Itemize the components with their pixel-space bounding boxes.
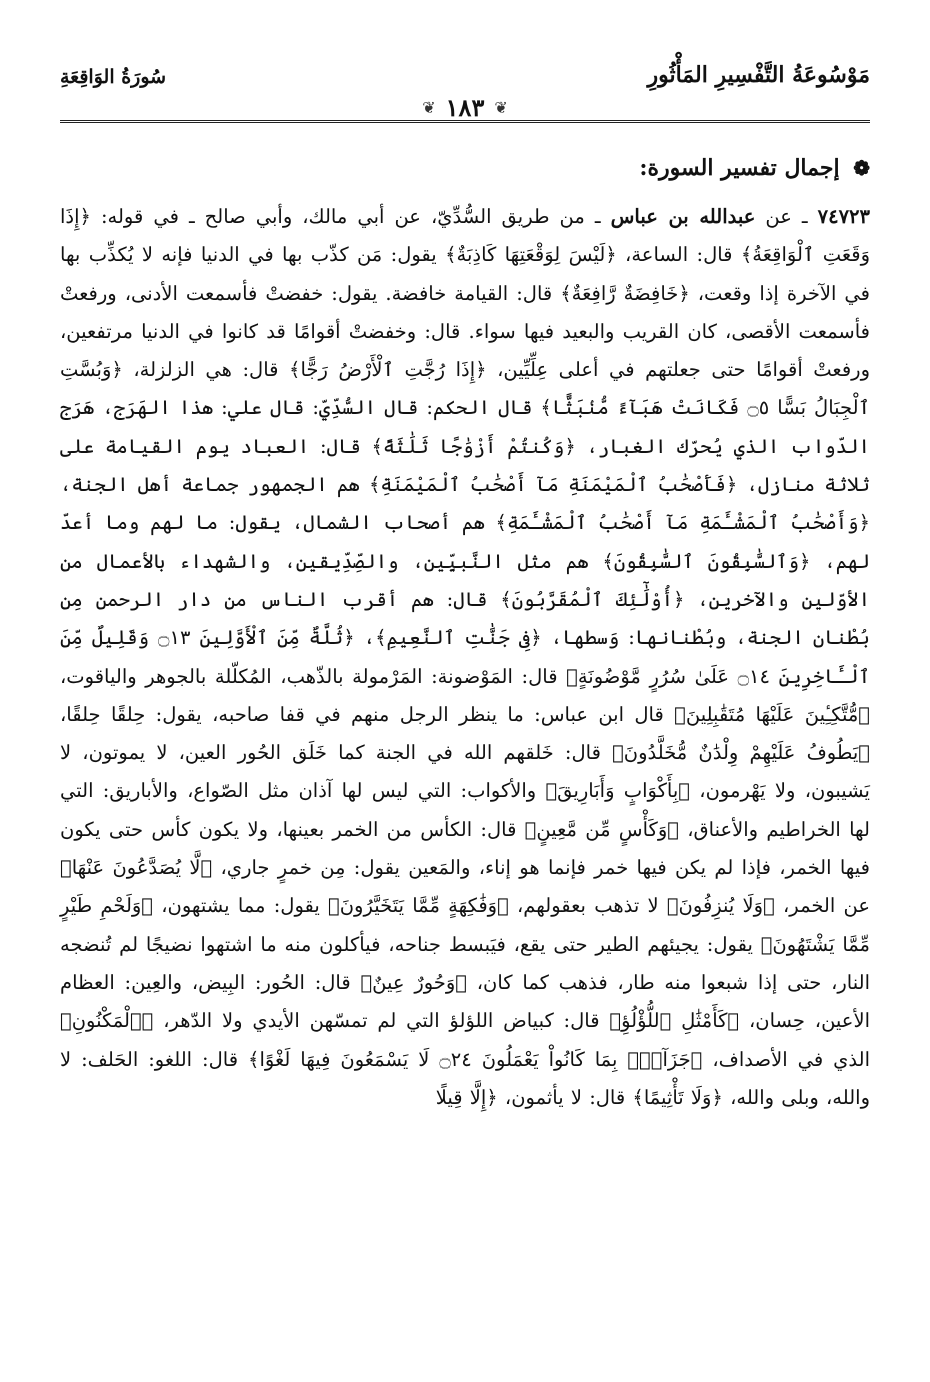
ornament-icon: ❦ [422, 97, 436, 117]
header-divider [60, 120, 870, 123]
section-heading-text: إجمال تفسير السورة: [639, 155, 840, 181]
surah-title: سُورَةُ الوَاقِعَةِ [60, 66, 167, 88]
narrator-name: عبدالله بن عباس [610, 205, 756, 228]
page-number-block [60, 92, 870, 122]
hadith-intro: ـ عن [755, 205, 818, 228]
hadith-entry [60, 198, 870, 1117]
hadith-number: ٧٤٧٢٣ [817, 205, 871, 228]
page-header [60, 62, 870, 122]
section-heading [60, 150, 870, 186]
flower-icon: ❁ [853, 156, 870, 180]
ornament-icon: ❦ [494, 97, 508, 117]
page-number: ١٨٣ [445, 92, 485, 122]
hadith-text: ـ من طريق السُّدِّيّ، عن أبي مالك، وأبي صالح ـ في قوله: ﴿إِذَا وَقَعَتِ ٱلْوَاقِعَةُ﴾ قال: الساعة، ﴿لَيْسَ لِوَقْعَتِهَا كَاذِبَةٌ﴾ يقول: مَن كذّب بها في الدنيا فإنه لا يُكذِّب بها في الآخرة إذا وقعت، ﴿خَافِضَةٌ رَّافِعَةٌ﴾ قال: القيامة خافضة. يقول: خفضتْ فأسمعت الأدنى، ورفعتْ فأسمعت الأقصى، كان القريب والبعيد فيها سواء. قال: وخفضتْ أقوامًا قد كانوا في الدنيا مرتفعين، ورفعتْ أقوامًا حتى جعلتهم في أعلى عِلِّيِّين، ﴿إِذَا رُجَّتِ ٱلْأَرْضُ رَجًّا﴾ قال: هي الزلزلة، ﴿وَبُسَّتِ ٱلْجِبَالُ بَسًّا ۝٥ فَكَانَتْ هَبَآءً مُّنۢبَثًّا﴾ قال الحكم: قال السُّدِّيّ: قال علي: هذا الهَرَج، هَرَج الدّواب الذي يُحرّك الغبار، ﴿وَكُنتُمْ أَزْوَٰجًا ثَلَٰثَةً﴾ قال: العباد يوم القيامة على ثلاثة منازل، ﴿فَأَصْحَٰبُ ٱلْمَيْمَنَةِ مَآ أَصْحَٰبُ ٱلْمَيْمَنَةِ﴾ هم الجمهور جماعة أهل الجنة، ﴿وَأَصْحَٰبُ ٱلْمَشْـَٔمَةِ مَآ أَصْحَٰبُ ٱلْمَشْـَٔمَةِ﴾ هم أصحاب الشمال، يقول: ما لهم وما أعدّ لهم، ﴿وَٱلسَّٰبِقُونَ ٱلسَّٰبِقُونَ﴾ هم مثل النَّبيِّين، والصِّدِّيقين، والشهداء بالأعمال من الأوّلين والآخرين، ﴿أُوْلَٰٓئِكَ ٱلْمُقَرَّبُونَ﴾ قال: هم أقرب الناس من دار الرحمن مِن بُطْنان الجنة، وبُطْنانها: وَسطها، ﴿فِى جَنَّٰتِ ٱلنَّعِيمِ﴾، ﴿ثُلَّةٌ مِّنَ ٱلْأَوَّلِينَ ۝١٣ وَقَلِيلٌ مِّنَ ٱلْـَٔاخِرِينَ ۝١٤ عَلَىٰ سُرُرٍ مَّوْضُونَةٍ﴾ قال: المَوْضونة: المَرْمولة بالذّهب، المُكلّلة بالجوهر والياقوت، ﴿مُّتَّكِـِٔينَ عَلَيْهَا مُتَقَٰبِلِينَ﴾ قال ابن عباس: ما ينظر الرجل منهم في قفا صاحبه، يقول: حِلقًا حِلقًا، ﴿يَطُوفُ عَلَيْهِمْ وِلْدَٰنٌ مُّخَلَّدُونَ﴾ قال: خَلقهم الله في الجنة كما خَلَق الحُور العين، لا يموتون، لا يَشيبون، ولا يَهْرمون، ﴿بِأَكْوَابٍ وَأَبَارِيقَ﴾ والأكواب: التي ليس لها آذان مثل الصّواع، والأباريق: التي لها الخراطيم والأعناق، ﴿وَكَأْسٍ مِّن مَّعِينٍ﴾ قال: الكأس من الخمر بعينها، ولا يكون كأس حتى يكون فيها الخمر، فإذا لم يكن فيها خمر فإنما هو إناء، والمَعين يقول: مِن خمرٍ جاري، ﴿لَّا يُصَدَّعُونَ عَنْهَا﴾ عن الخمر، ﴿وَلَا يُنزِفُونَ﴾ لا تذهب بعقولهم، ﴿وَفَٰكِهَةٍ مِّمَّا يَتَخَيَّرُونَ﴾ يقول: مما يشتهون، ﴿وَلَحْمِ طَيْرٍ مِّمَّا يَشْتَهُونَ﴾ يقول: يجيئهم الطير حتى يقع، فيَبسط جناحه، فيأكلون منه ما اشتهوا نضيجًا لم تُنضجه النار، حتى إذا شبعوا منه طار، فذهب كما كان، ﴿وَحُورٌ عِينٌ﴾ قال: الحُور: البِيض، والعِين: العظام الأعين، حِسان، ﴿كَأَمْثَٰلِ ٱللُّؤْلُؤِ﴾ قال: كبياض اللؤلؤ التي لم تمسّهن الأيدي ولا الدّهر، ﴿ٱلْمَكْنُونِ﴾ الذي في الأصداف، ﴿جَزَآءًۢ بِمَا كَانُواْ يَعْمَلُونَ ۝٢٤ لَا يَسْمَعُونَ فِيهَا لَغْوًا﴾ قال: اللغو: الحَلف: لا والله، وبلى والله، ﴿وَلَا تَأْثِيمًا﴾ قال: لا يأثمون، ﴿إِلَّا قِيلًا [60, 205, 870, 1109]
book-title: مَوْسُوعَةُ التَّفْسِيرِ المَأْثُورِ [647, 62, 870, 88]
page-content [60, 150, 870, 1117]
